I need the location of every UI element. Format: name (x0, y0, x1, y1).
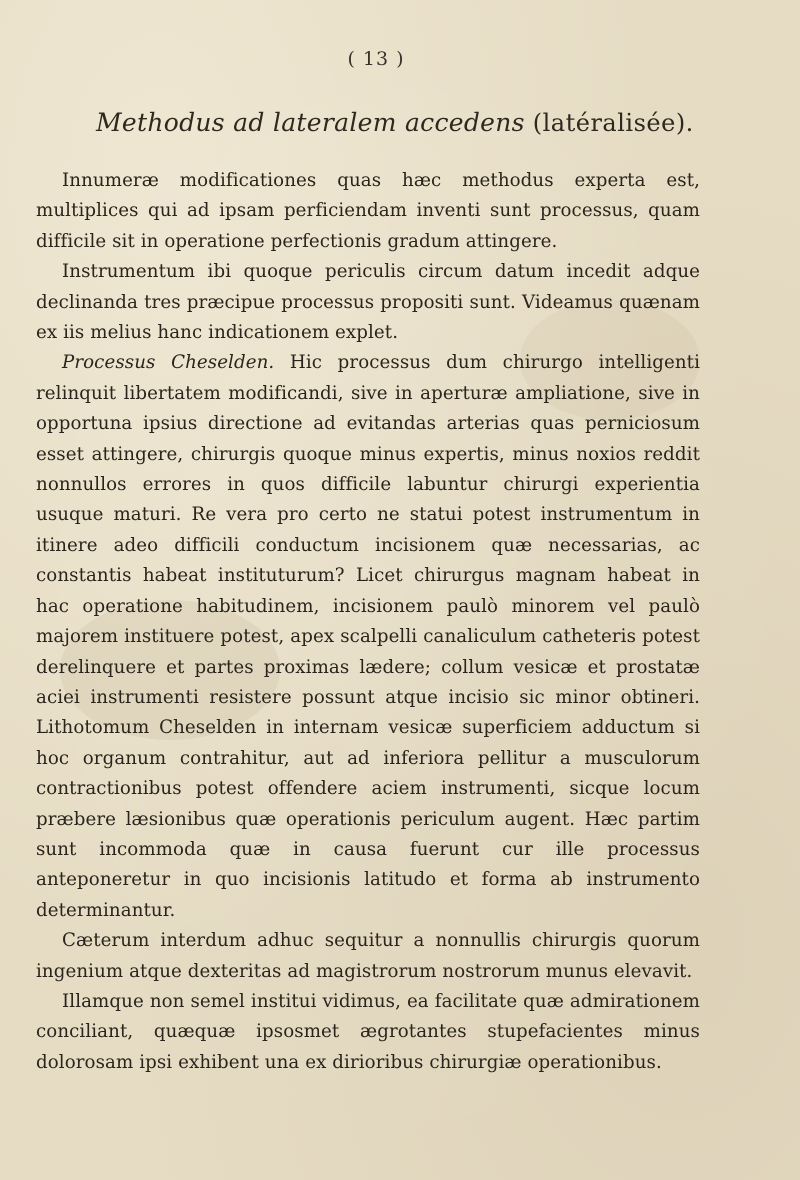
paragraph-text: Cæterum interdum adhuc sequitur a nonnullis chirurgis quorum ingenium atque dexteritas ad magistrorum nostrorum munus elevavit. (36, 930, 700, 982)
paragraph (36, 166, 700, 257)
paragraph-text: Instrumentum ibi quoque periculis circum datum incedit adque declinanda tres præcipue processus propositi sunt. Videamus quænam ex iis melius hanc indicationem explet. (36, 261, 700, 344)
paragraph-text: Hic processus dum chirurgo intelligenti relinquit libertatem modificandi, sive in aperturæ ampliatione, sive in opportuna ipsius directione ad evitandas arterias quas perniciosum esset attingere, chirurgis quoque minus expertis, minus noxios reddit nonnullos errores in quos difficile labuntur chirurgi experientia usuque maturi. Re vera pro certo ne statui potest instrumentum in itinere adeo difficili conductum incisionem quæ necessarias, ac constantis habeat instituturum? Licet chirurgus magnam habeat in hac operatione habitudinem, incisionem paulò minorem vel paulò majorem instituere potest, apex scalpelli canaliculum catheteris potest derelinquere et partes proximas lædere; collum vesicæ et prostatæ aciei instrumenti resistere possunt atque incisio sic minor obtineri. Lithotomum Cheselden in internam vesicæ superficiem adductum si hoc organum contrahitur, aut ad inferiora pellitur a musculorum contractionibus potest offendere aciem instrumenti, sicque locum præbere læsionibus quæ operationis periculum augent. Hæc partim sunt incommoda quæ in causa fuerunt cur ille processus anteponeretur in quo incisionis latitudo et forma ab instrumento determinantur. (36, 352, 700, 921)
body-text (36, 166, 700, 1078)
section-heading (96, 108, 696, 137)
paragraph (36, 257, 700, 348)
paragraph-lead: Processus Cheselden. (62, 352, 275, 374)
paragraph (36, 926, 700, 987)
page-number: ( 13 ) (347, 48, 405, 70)
paragraph (36, 987, 700, 1078)
section-heading-roman: (latéralisée). (532, 109, 694, 137)
section-heading-italic: Methodus ad lateralem accedens (96, 108, 525, 137)
paragraph (36, 348, 700, 926)
paragraph-text: Illamque non semel institui vidimus, ea facilitate quæ admirationem conciliant, quæquæ ipsosmet ægrotantes stupefacientes minus dolorosam ipsi exhibent una ex dirioribus chirurgiæ operationibus. (36, 990, 700, 1073)
paragraph-text: Innumeræ modificationes quas hæc methodus experta est, multiplices qui ad ipsam perficiendam inventi sunt processus, quam difficile sit in operatione perfectionis gradum attingere. (36, 170, 700, 252)
